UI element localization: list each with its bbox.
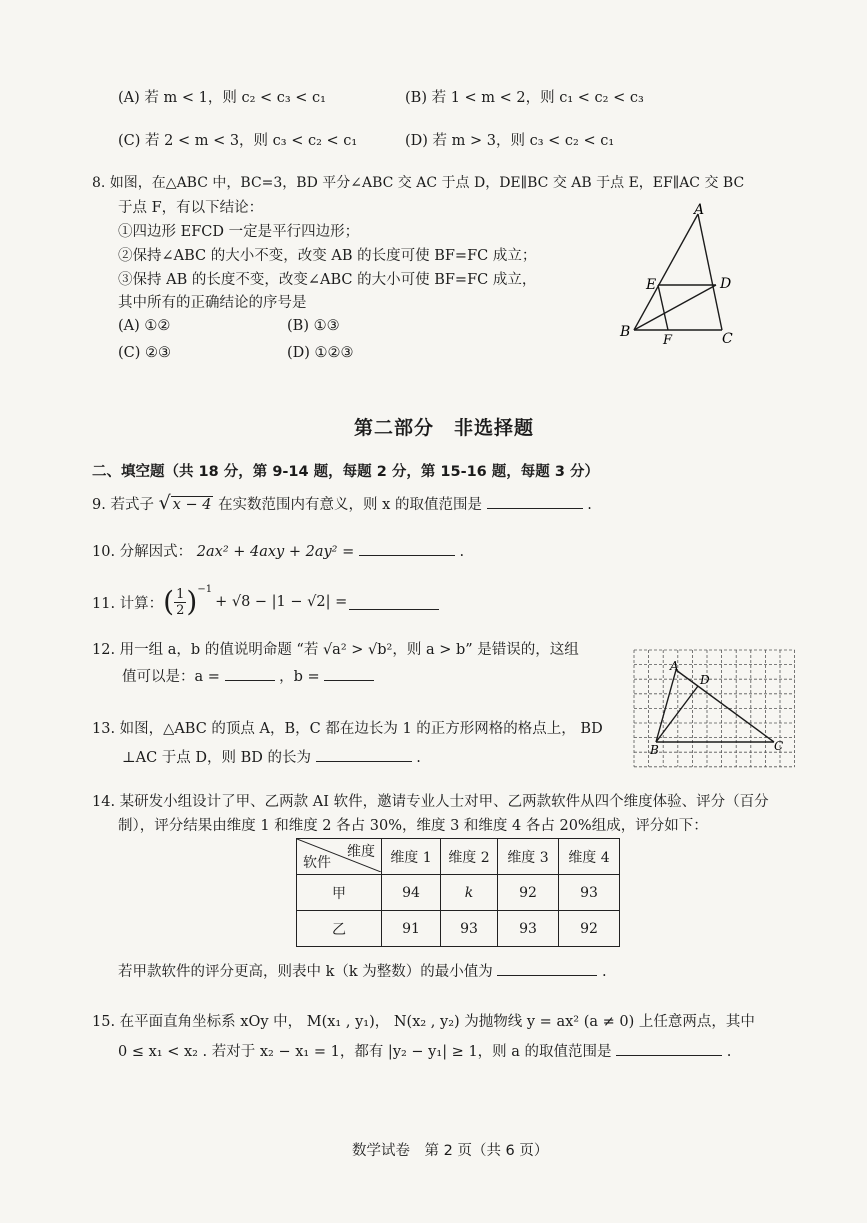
q8-label-d: D [720, 276, 732, 292]
q8-stem-line2: 于点 F，有以下结论： [118, 200, 264, 216]
q11-rest: + √8 − |1 − √2| = [215, 594, 348, 610]
q8-option-b: (B) ①③ [287, 318, 340, 334]
q11: 11. 计算： ( $\frac{1}{2}$ ) $^{-1}$ + √8 − |1 − √2| = [92, 584, 439, 620]
q13-label-d: D [700, 673, 710, 687]
table-row: 甲 94 k 92 93 [297, 875, 620, 911]
q10-answer-blank[interactable] [359, 541, 455, 556]
q13-line2: ⊥AC 于点 D，则 BD 的长为 . [122, 746, 421, 767]
q14-question: 若甲款软件的评分更高，则表中 k（k 为整数）的最小值为 . [118, 960, 607, 981]
q7-option-a: (A) 若 m < 1，则 c₂ < c₃ < c₁ [118, 90, 326, 106]
q14-answer-blank[interactable] [497, 961, 597, 976]
q8-label-f: F [663, 333, 673, 348]
q7-option-b: (B) 若 1 < m < 2，则 c₁ < c₂ < c₃ [405, 90, 644, 106]
q15-answer-blank[interactable] [616, 1041, 722, 1056]
q11-fraction: $\frac{1}{2}$ [176, 586, 185, 618]
section2-title: 二、填空题（共 18 分，第 9-14 题，每题 2 分，第 15-16 题，每题 3 分） [92, 464, 599, 480]
q14-header-2: 维度 2 [441, 839, 498, 875]
q13-grid-figure [630, 648, 800, 770]
q14-header-4: 维度 4 [559, 839, 620, 875]
q13-label-b: B [650, 743, 659, 757]
q8-stem-line1: 8. 如图，在△ABC 中，BC=3，BD 平分∠ABC 交 AC 于点 D，DE∥BC 交 AB 于点 E，EF∥AC 交 BC [92, 175, 745, 191]
q9-pre: 9. 若式子 [92, 497, 154, 513]
q9-radicand: x − 4 [172, 497, 212, 513]
q13-label-a: A [670, 659, 679, 673]
q8-label-e: E [646, 277, 657, 293]
q12-line1: 12. 用一组 a，b 的值说明命题 “若 √a² > √b²，则 a > b” 是错误的，这组 [92, 642, 579, 658]
q13-line1: 13. 如图，△ABC 的顶点 A，B，C 都在边长为 1 的正方形网格的格点上， BD [92, 721, 603, 737]
q14-line1: 14. 某研发小组设计了甲、乙两款 AI 软件，邀请专业人士对甲、乙两款软件从四个维度体验、评分（百分 [92, 794, 769, 810]
q8-conclusion-1: ①四边形 EFCD 一定是平行四边形； [118, 224, 360, 240]
q8-question: 其中所有的正确结论的序号是 [118, 295, 307, 311]
q13-answer-blank[interactable] [316, 747, 412, 762]
q8-option-c: (C) ②③ [118, 345, 172, 361]
q8-triangle-figure [612, 198, 762, 350]
q14-header-3: 维度 3 [498, 839, 559, 875]
q14-table-corner: 维度 软件 [297, 839, 382, 875]
q10: 10. 分解因式： 2ax² + 4axy + 2ay² = . [92, 540, 464, 561]
q8-conclusion-2: ②保持∠ABC 的大小不变，改变 AB 的长度可使 BF=FC 成立； [118, 248, 537, 264]
q15-line1: 15. 在平面直角坐标系 xOy 中， M(x₁ , y₁)， N(x₂ , y₂) 为抛物线 y = ax² (a ≠ 0) 上任意两点，其中 [92, 1014, 755, 1030]
q13-label-c: C [774, 739, 784, 753]
q11-pre: 11. 计算： [92, 595, 164, 612]
q9: 9. 若式子 √ x − 4 在实数范围内有意义，则 x 的取值范围是 . [92, 492, 592, 514]
q8-label-a: A [694, 202, 705, 218]
q10-expression: 2ax² + 4axy + 2ay² = [196, 544, 355, 560]
q8-conclusion-3: ③保持 AB 的长度不变，改变∠ABC 的大小可使 BF=FC 成立， [118, 272, 537, 288]
q8-label-c: C [722, 331, 733, 347]
q8-label-b: B [620, 324, 631, 340]
q15-line2: 0 ≤ x₁ < x₂ . 若对于 x₂ − x₁ = 1，都有 |y₂ − y₁| ≥ 1，则 a 的取值范围是 . [118, 1040, 731, 1061]
table-row: 乙 91 93 93 92 [297, 911, 620, 947]
q8-option-d: (D) ①②③ [287, 345, 354, 361]
q14-score-table [296, 838, 620, 947]
part2-title: 第二部分 非选择题 [354, 417, 535, 439]
q14-header-1: 维度 1 [382, 839, 441, 875]
q8-option-a: (A) ①② [118, 318, 171, 334]
q12-line2: 值可以是：a = ，b = [122, 665, 374, 686]
q14-line2: 制），评分结果由维度 1 和维度 2 各占 30%，维度 3 和维度 4 各占 20%组成，评分如下： [118, 818, 708, 834]
q9-answer-blank[interactable] [487, 494, 583, 509]
q10-pre: 10. 分解因式： [92, 544, 193, 560]
q12-b-blank[interactable] [324, 666, 374, 681]
q7-option-c: (C) 若 2 < m < 3，则 c₃ < c₂ < c₁ [118, 133, 358, 149]
q7-option-d: (D) 若 m > 3，则 c₃ < c₂ < c₁ [405, 133, 615, 149]
page-footer: 数学试卷 第 2 页（共 6 页） [352, 1143, 549, 1159]
q11-answer-blank[interactable] [349, 595, 439, 610]
q9-post: 在实数范围内有意义，则 x 的取值范围是 [218, 497, 482, 513]
q12-a-blank[interactable] [225, 666, 275, 681]
q11-exponent: −1 [197, 584, 213, 595]
